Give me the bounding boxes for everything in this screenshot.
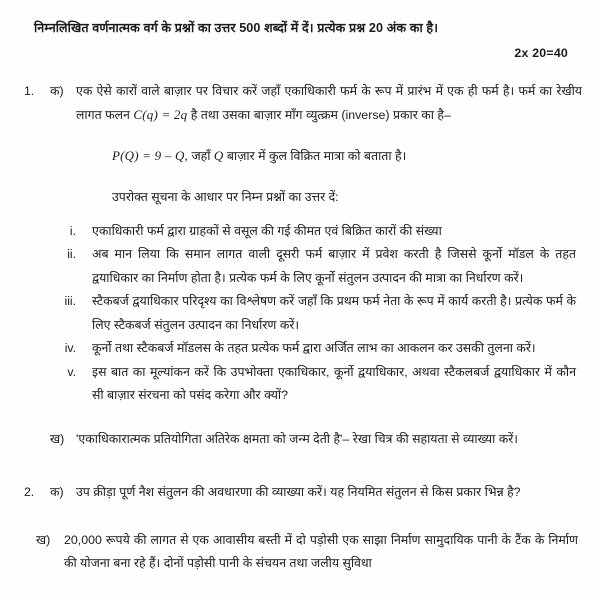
list-item [50, 220, 582, 244]
question-2-number: 2. [24, 485, 35, 499]
marks-allocation: 2x 20=40 [514, 46, 568, 60]
q1ka-lead-in: उपरोक्त सूचना के आधार पर निम्न प्रश्नों का उत्तर दें: [112, 190, 339, 204]
q1ka-display-formula: P(Q) = 9 – Q, [112, 147, 188, 163]
question-2-part-ka [50, 481, 582, 505]
list-item [50, 243, 582, 290]
q1ka-subitem-list [50, 220, 582, 408]
question-1-part-kha-body: 'एकाधिकारात्मक प्रतियोगिता अतिरेक क्षमता को जन्म देती है'– रेखा चित्र की सहायता से व्याख्या करें। [76, 431, 519, 446]
q1ka-text-after-formula: है तथा उसका बाज़ार माँग व्युत्क्रम (inverse) प्रकार का है– [187, 108, 451, 122]
part-label-kha: ख) [50, 431, 65, 446]
q1ka-formula-variable: Q [213, 147, 224, 163]
q1ka-formula-rest: बाज़ार में कुल विक्रित मात्रा को बताता है। [223, 148, 407, 163]
question-1-part-kha [50, 428, 582, 452]
subitem-marker-v: v. [67, 364, 76, 379]
subitem-text-ii: अब मान लिया कि समान लागत वाली दूसरी फर्म बाज़ार में प्रवेश करती है जिससे कूर्नो मॉडल के तहत द्वयाधिकार का निर्माण होता है। प्रत्येक फर्म के लिए कूर्नो संतुलन उत्पादन की मात्रा का निर्धारण करें। [92, 247, 576, 285]
subitem-marker-iii: iii. [64, 294, 76, 308]
part-label-ka: क) [50, 83, 64, 98]
subitem-marker-iv: iv. [64, 341, 76, 355]
question-2-part-ka-body: उप क्रीड़ा पूर्ण नैश संतुलन की अवधारणा की व्याख्या करें। यह नियमित संतुलन से किस प्रकार भिन्न है? [76, 485, 521, 499]
list-item [50, 361, 582, 408]
list-item [50, 337, 582, 361]
subitem-text-i: एकाधिकारी फर्म द्वारा ग्राहकों से वसूल की गई कीमत एवं बिक्रित कारों की संख्या [92, 223, 442, 238]
question-2-part-kha-body: 20,000 रूपये की लागत से एक आवासीय बस्ती में दो पड़ोसी एक साझा निर्माण सामुदायिक पानी के टैंक के निर्माण की योजना बना रहे हैं। दोनों पड़ोसी पानी के संचयन तथा जलीय सुविधा [64, 532, 578, 570]
subitem-marker-i: i. [69, 223, 76, 238]
q1ka-formula-tail: जहाँ [188, 148, 214, 163]
instruction-line: निम्नलिखित वर्णनात्मक वर्ग के प्रश्नों का उत्तर 500 शब्दों में दें। प्रत्येक प्रश्न 20 अंक का है। [34, 21, 439, 35]
question-1-part-ka [50, 80, 582, 128]
list-item [50, 290, 582, 337]
q1ka-display-formula-line [112, 144, 582, 169]
subitem-text-v: इस बात का मूल्यांकन करें कि उपभोक्ता एकाधिकार, कूर्नो द्वयाधिकार, अथवा स्टैकलबर्ज द्वयाधिकार में कौन सी बाज़ार संरचना को पसंद करेगा और क्यों? [92, 364, 576, 402]
question-1-part-ka-body [76, 80, 582, 128]
subitem-text-iv: कूर्नो तथा स्टैकबर्ज मॉडलस के तहत प्रत्येक फर्म द्वारा अर्जित लाभ का आकलन कर उसकी तुलना करें। [92, 341, 536, 355]
subitem-text-iii: स्टैकबर्ज द्वयाधिकार परिदृश्य का विश्लेषण करें जहाँ कि प्रथम फर्म नेता के रूप में कार्य करती है। प्रत्येक फर्म के लिए स्टैकबर्ज संतुलन उत्पादन का निर्धारण करें। [92, 294, 576, 332]
part-label-ka-q2: क) [50, 485, 64, 499]
question-2-part-kha [36, 529, 582, 576]
question-1-number: 1. [24, 83, 35, 98]
question-2 [14, 481, 582, 505]
part-label-kha-q2: ख) [36, 532, 51, 547]
q1ka-inline-formula: C(q) = 2q [133, 107, 188, 122]
question-1 [14, 80, 582, 452]
q1ka-text-before-formula: एक ऐसे कारों वाले बाज़ार पर विचार करें जहाँ एकाधिकारी फर्म के रूप में प्रारंभ में एक ही फर्म है। फर्म का रेखीय लागत फलन [76, 83, 582, 122]
subitem-marker-ii: ii. [67, 247, 76, 261]
